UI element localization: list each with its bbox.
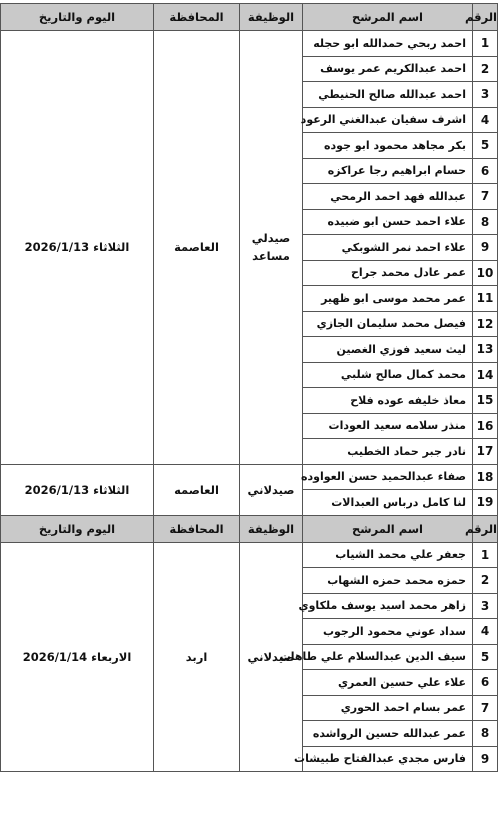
candidate-name: فيصل محمد سليمان الجازي [303, 311, 473, 337]
candidate-name: عمر محمد موسى ابو ظهير [303, 286, 473, 312]
row-number: 2 [473, 568, 498, 594]
row-number: 8 [473, 721, 498, 747]
row-number: 3 [473, 82, 498, 108]
row-number: 6 [473, 158, 498, 184]
candidate-name: محمد كمال صالح شلبي [303, 362, 473, 388]
row-number: 1 [473, 542, 498, 568]
header-row [1, 4, 498, 31]
header-job: الوظيفة [240, 515, 303, 542]
candidate-name: علاء علي حسين العمري [303, 670, 473, 696]
row-number: 5 [473, 644, 498, 670]
header-job: الوظيفة [240, 4, 303, 31]
candidate-name: عمر بسام احمد الحوري [303, 695, 473, 721]
row-number: 18 [473, 464, 498, 490]
table-row [1, 31, 498, 57]
row-number: 7 [473, 184, 498, 210]
header-num: الرقم [473, 4, 498, 31]
row-number: 7 [473, 695, 498, 721]
candidate-name: عمر عادل محمد جراح [303, 260, 473, 286]
row-number: 4 [473, 107, 498, 133]
row-number: 8 [473, 209, 498, 235]
date-cell: الاربعاء 2026/1/14 [1, 542, 154, 772]
row-number: 10 [473, 260, 498, 286]
job-cell: صيدلاني [240, 464, 303, 515]
candidate-name: فارس مجدي عبدالفتاح طبيشات [303, 746, 473, 772]
row-number: 19 [473, 490, 498, 516]
row-number: 17 [473, 439, 498, 465]
job-cell: صيدلاني [240, 542, 303, 772]
header-governorate: المحافظة [154, 4, 240, 31]
row-number: 2 [473, 56, 498, 82]
header-name: اسم المرشح [303, 515, 473, 542]
header-governorate: المحافظة [154, 515, 240, 542]
candidate-name: حمزه محمد حمزه الشهاب [303, 568, 473, 594]
row-number: 13 [473, 337, 498, 363]
row-number: 6 [473, 670, 498, 696]
row-number: 3 [473, 593, 498, 619]
candidate-name: احمد ربحي حمدالله ابو حجله [303, 31, 473, 57]
governorate-cell: اربد [154, 542, 240, 772]
section-3 [1, 542, 498, 772]
row-number: 5 [473, 133, 498, 159]
candidate-name: نادر جبر حماد الخطيب [303, 439, 473, 465]
row-number: 9 [473, 746, 498, 772]
candidate-name: عبدالله فهد احمد الرمحي [303, 184, 473, 210]
candidate-name: سداد عوني محمود الرجوب [303, 619, 473, 645]
candidate-name: معاذ خليفه عوده فلاح [303, 388, 473, 414]
candidate-name: احمد عبدالكريم عمر يوسف [303, 56, 473, 82]
date-cell: الثلاثاء 2026/1/13 [1, 31, 154, 465]
row-number: 11 [473, 286, 498, 312]
candidate-name: سيف الدين عبدالسلام علي طاهات [303, 644, 473, 670]
candidates-table [0, 3, 498, 772]
repeat-header [1, 515, 498, 542]
candidate-name: زاهر محمد اسيد يوسف ملكاوي [303, 593, 473, 619]
header-date: اليوم والتاريخ [1, 515, 154, 542]
row-number: 15 [473, 388, 498, 414]
job-cell: صيدلي مساعد [240, 31, 303, 465]
row-number: 16 [473, 413, 498, 439]
section-2 [1, 464, 498, 515]
candidate-name: جعفر علي محمد الشياب [303, 542, 473, 568]
candidate-name: لنا كامل درباس العبدالات [303, 490, 473, 516]
section-1 [1, 31, 498, 465]
row-number: 4 [473, 619, 498, 645]
row-number: 14 [473, 362, 498, 388]
candidate-name: عمر عبدالله حسين الرواشده [303, 721, 473, 747]
row-number: 9 [473, 235, 498, 261]
candidate-name: منذر سلامه سعيد العودات [303, 413, 473, 439]
candidate-name: صفاء عبدالحميد حسن العواوده [303, 464, 473, 490]
candidate-name: بكر مجاهد محمود ابو جوده [303, 133, 473, 159]
candidate-name: حسام ابراهيم رجا عراكزه [303, 158, 473, 184]
governorate-cell: العاصمة [154, 31, 240, 465]
candidate-name: ليث سعيد فوزي الغصين [303, 337, 473, 363]
date-cell: الثلاثاء 2026/1/13 [1, 464, 154, 515]
header-num: الرقم [473, 515, 498, 542]
header-date: اليوم والتاريخ [1, 4, 154, 31]
candidate-name: اشرف سفيان عبدالغني الرعود [303, 107, 473, 133]
table-row [1, 464, 498, 490]
candidate-name: علاء احمد نمر الشوبكي [303, 235, 473, 261]
candidate-name: علاء احمد حسن ابو ضبيده [303, 209, 473, 235]
governorate-cell: العاصمه [154, 464, 240, 515]
row-number: 12 [473, 311, 498, 337]
row-number: 1 [473, 31, 498, 57]
header-name: اسم المرشح [303, 4, 473, 31]
table-row [1, 542, 498, 568]
header-row-2 [1, 515, 498, 542]
candidate-name: احمد عبدالله صالح الحنيطي [303, 82, 473, 108]
candidates-sheet [1, 3, 498, 772]
